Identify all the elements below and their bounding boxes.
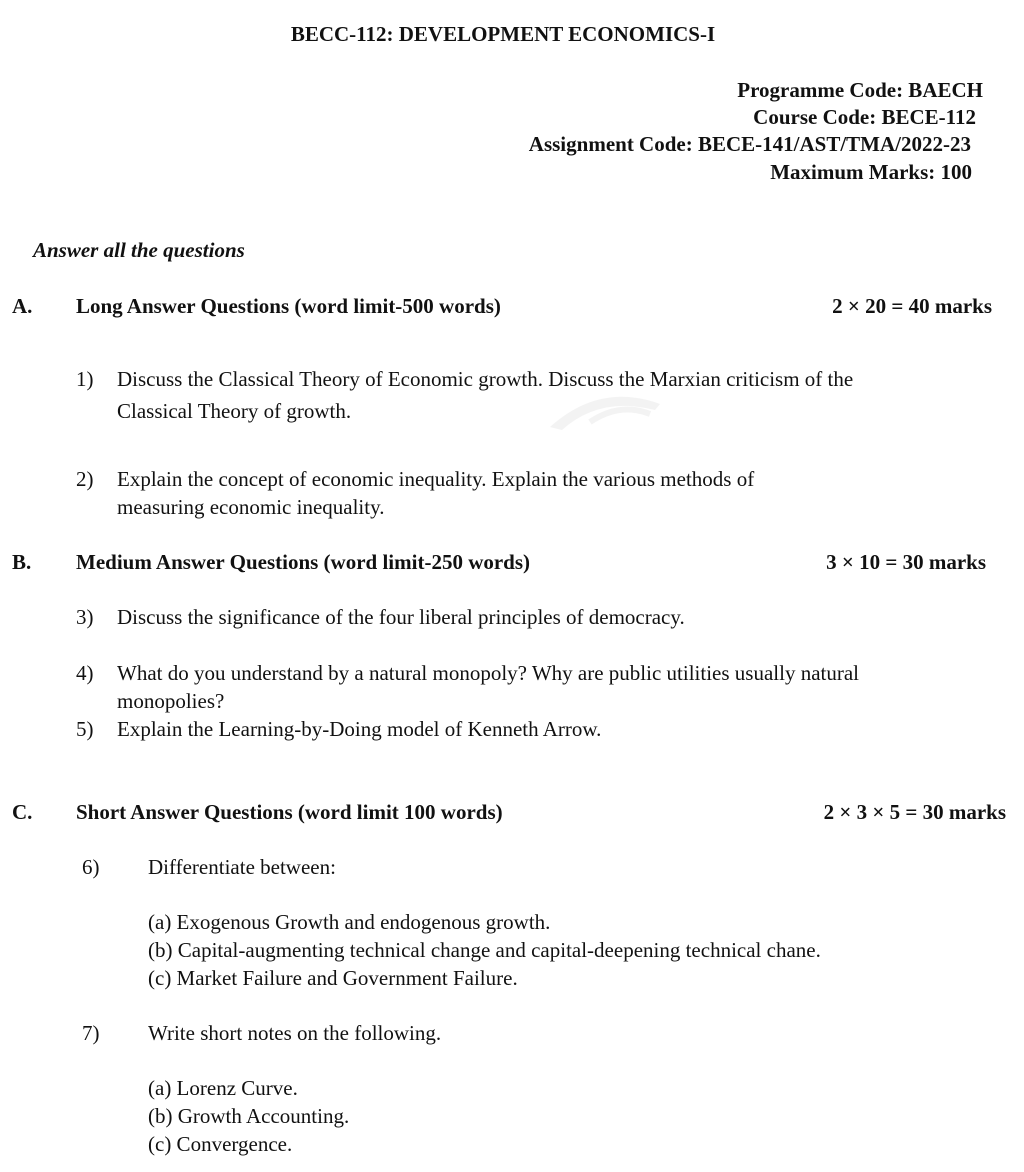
sub-item: (a) Lorenz Curve.: [148, 1076, 298, 1100]
sub-item: (c) Convergence.: [148, 1132, 293, 1156]
question-number: 6): [82, 855, 100, 879]
question-number: 2): [76, 467, 94, 491]
question-number: 3): [76, 605, 94, 629]
question-number: 1): [76, 367, 94, 391]
section-b-letter: B.: [12, 550, 32, 574]
sub-item: (b) Growth Accounting.: [148, 1104, 350, 1128]
instruction: Answer all the questions: [33, 238, 245, 262]
question-text-line: monopolies?: [117, 689, 225, 713]
course-code: Course Code: BECE-112: [753, 105, 976, 129]
question-text-line: measuring economic inequality.: [117, 495, 385, 519]
programme-code: Programme Code: BAECH: [737, 78, 983, 102]
section-a-title: Long Answer Questions (word limit-500 words): [76, 294, 501, 318]
document-title: BECC-112: DEVELOPMENT ECONOMICS-I: [290, 22, 716, 46]
section-a-marks: 2 × 20 = 40 marks: [832, 294, 992, 318]
section-b-title: Medium Answer Questions (word limit-250 words): [76, 550, 531, 574]
maximum-marks: Maximum Marks: 100: [770, 160, 972, 184]
section-c-marks: 2 × 3 × 5 = 30 marks: [823, 800, 1006, 824]
question-number: 5): [76, 717, 94, 741]
sub-item: (b) Capital-augmenting technical change and capital-deepening technical chane.: [148, 938, 821, 962]
question-text-line: What do you understand by a natural monopoly? Why are public utilities usually natural: [117, 661, 860, 685]
assignment-code: Assignment Code: BECE-141/AST/TMA/2022-23: [528, 132, 971, 156]
question-text-line: Explain the concept of economic inequality. Explain the various methods of: [117, 467, 755, 491]
watermark-logo-icon: [540, 392, 670, 432]
sub-item: (c) Market Failure and Government Failure.: [148, 966, 518, 990]
section-c-letter: C.: [12, 800, 33, 824]
question-text-line: Discuss the significance of the four liberal principles of democracy.: [117, 605, 685, 629]
section-c-title: Short Answer Questions (word limit 100 words): [76, 800, 503, 824]
section-b-marks: 3 × 10 = 30 marks: [826, 550, 986, 574]
question-text-line: Explain the Learning-by-Doing model of Kenneth Arrow.: [117, 717, 602, 741]
question-text-line: Discuss the Classical Theory of Economic growth. Discuss the Marxian criticism of the: [117, 367, 854, 391]
question-text: Differentiate between:: [148, 855, 336, 879]
section-a-letter: A.: [12, 294, 33, 318]
sub-item: (a) Exogenous Growth and endogenous growth.: [148, 910, 551, 934]
question-text: Write short notes on the following.: [148, 1021, 442, 1045]
question-number: 4): [76, 661, 94, 685]
question-text-line: Classical Theory of growth.: [117, 399, 352, 423]
question-number: 7): [82, 1021, 100, 1045]
